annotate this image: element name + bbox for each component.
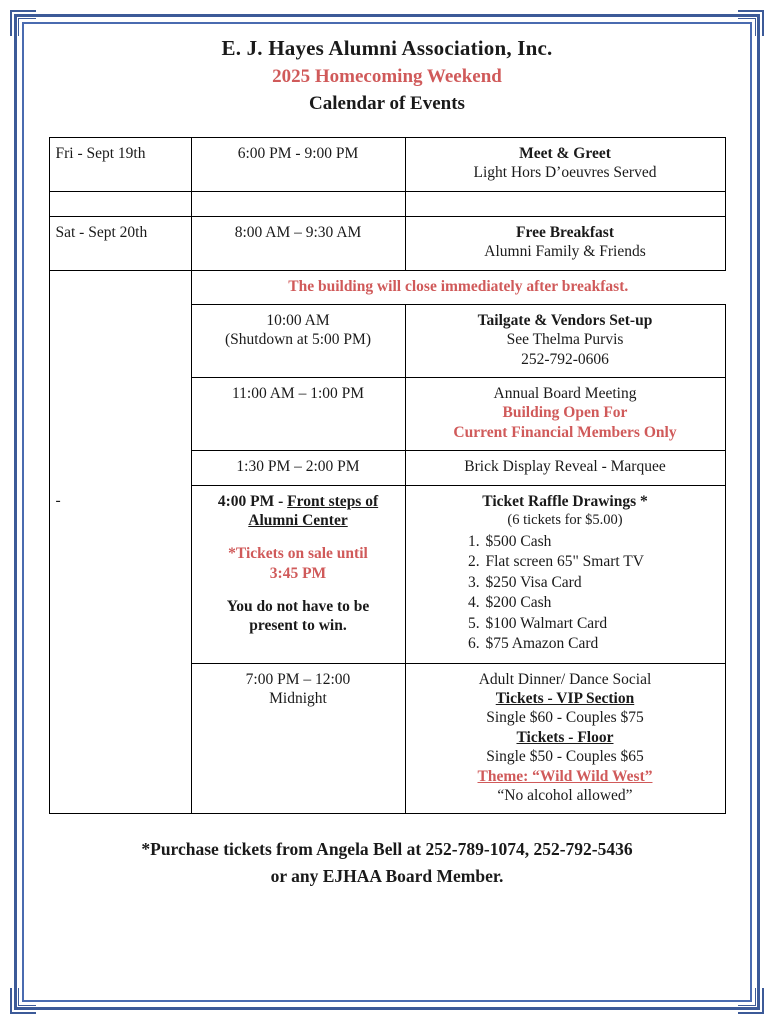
cell-time-tailgate: [191, 304, 405, 377]
list-item: 2. Flat screen 65" Smart TV: [484, 552, 719, 572]
cell-date-empty: [49, 663, 191, 814]
event-time-line2: (Shutdown at 5:00 PM): [225, 331, 371, 349]
raffle-sale-note-line2: 3:45 PM: [269, 564, 327, 582]
table-row: [49, 451, 725, 485]
event-subtitle: 2025 Homecoming Weekend: [272, 66, 502, 87]
table-row: [49, 485, 725, 663]
cell-time-raffle: [191, 485, 405, 663]
cell-time-friday: 6:00 PM - 9:00 PM: [191, 138, 405, 192]
event-detail: Alumni Family & Friends: [484, 243, 646, 261]
dinner-theme: Theme: “Wild Wild West”: [477, 767, 653, 785]
event-contact-name: See Thelma Purvis: [506, 331, 624, 349]
cell-date-empty: [49, 451, 191, 485]
table-row-notice: [49, 270, 725, 304]
table-row: [49, 378, 725, 451]
cell-date-empty: -: [49, 485, 191, 663]
table-row: [49, 304, 725, 377]
dinner-floor-price: Single $50 - Couples $65: [486, 748, 644, 766]
spacer-cell-desc: [405, 191, 725, 216]
cell-desc-board-meeting: [405, 378, 725, 451]
dinner-time-line1: 7:00 PM – 12:00: [245, 670, 351, 688]
raffle-presence-note-line1: You do not have to be: [226, 598, 370, 615]
closing-notice: The building will close immediately after breakfast.: [191, 270, 725, 304]
footer-line-1: *Purchase tickets from Angela Bell at 252-789-1074, 252-792-5436: [141, 839, 633, 860]
cell-desc-tailgate: [405, 304, 725, 377]
raffle-presence-note-line2: present to win.: [249, 617, 347, 635]
dinner-time-line2: Midnight: [269, 690, 327, 708]
spacer-cell-date: [49, 191, 191, 216]
event-detail: Light Hors D’oeuvres Served: [473, 164, 657, 182]
event-note-line1: Building Open For: [502, 404, 628, 422]
dinner-vip-header: Tickets - VIP Section: [495, 690, 635, 708]
cell-date-saturday: Sat - Sept 20th: [49, 216, 191, 270]
cell-date-friday: Fri - Sept 19th: [49, 138, 191, 192]
cell-time-dinner: [191, 663, 405, 814]
list-item: 5. $100 Walmart Card: [484, 614, 719, 634]
event-title: Annual Board Meeting: [493, 385, 637, 402]
event-title: Tailgate & Vendors Set-up: [477, 311, 653, 329]
dinner-title: Adult Dinner/ Dance Social: [478, 670, 652, 688]
list-item: 4. $200 Cash: [484, 593, 719, 613]
dinner-vip-price: Single $60 - Couples $75: [486, 709, 644, 727]
raffle-gap: [198, 530, 399, 544]
event-contact-phone: 252-792-0606: [521, 350, 609, 368]
events-table: [49, 137, 726, 814]
raffle-location-line1: Front steps of: [287, 492, 379, 510]
event-time-line1: 10:00 AM: [266, 311, 330, 329]
raffle-sale-note-line1: *Tickets on sale until: [228, 545, 368, 563]
table-spacer-row: [49, 191, 725, 216]
raffle-location-line2: Alumni Center: [248, 511, 348, 529]
document-header: [40, 36, 734, 115]
dinner-floor-header: Tickets - Floor: [516, 728, 614, 746]
cell-date-empty: [49, 304, 191, 377]
table-row: [49, 216, 725, 270]
dinner-alcohol-policy: “No alcohol allowed”: [497, 786, 633, 804]
cell-desc-raffle: [405, 485, 725, 663]
page-title: Calendar of Events: [309, 93, 465, 114]
cell-desc-dinner: [405, 663, 725, 814]
organization-name: E. J. Hayes Alumni Association, Inc.: [221, 36, 553, 60]
raffle-time-line: [198, 492, 399, 511]
cell-desc-breakfast: [405, 216, 725, 270]
cell-time-brick-display: 1:30 PM – 2:00 PM: [191, 451, 405, 485]
cell-date-empty: [49, 270, 191, 304]
corner-ornament-inner-top-left: [18, 18, 36, 36]
cell-date-empty: [49, 378, 191, 451]
event-note-line2: Current Financial Members Only: [453, 423, 677, 441]
corner-ornament-inner-bottom-right: [738, 988, 756, 1006]
raffle-time-value: 4:00 PM -: [217, 492, 288, 510]
list-item: 6. $75 Amazon Card: [484, 634, 719, 654]
list-item: 3. $250 Visa Card: [484, 573, 719, 593]
raffle-gap-2: [198, 583, 399, 597]
cell-desc-friday: [405, 138, 725, 192]
list-item: 1. $500 Cash: [484, 532, 719, 552]
cell-time-board-meeting: 11:00 AM – 1:00 PM: [191, 378, 405, 451]
spacer-cell-time: [191, 191, 405, 216]
table-row: [49, 663, 725, 814]
footer-line-2: or any EJHAA Board Member.: [270, 865, 504, 886]
table-row: [49, 138, 725, 192]
cell-time-breakfast: 8:00 AM – 9:30 AM: [191, 216, 405, 270]
raffle-title: Ticket Raffle Drawings *: [482, 492, 648, 510]
event-title: Free Breakfast: [516, 223, 614, 241]
raffle-prize-list: [412, 532, 719, 655]
document-content: [40, 36, 734, 889]
event-title: Meet & Greet: [519, 145, 611, 162]
raffle-ticket-price: (6 tickets for $5.00): [507, 511, 623, 528]
cell-desc-brick-display: Brick Display Reveal - Marquee: [405, 451, 725, 485]
corner-ornament-inner-bottom-left: [18, 988, 36, 1006]
corner-ornament-inner-top-right: [738, 18, 756, 36]
footer-note: [40, 836, 734, 889]
